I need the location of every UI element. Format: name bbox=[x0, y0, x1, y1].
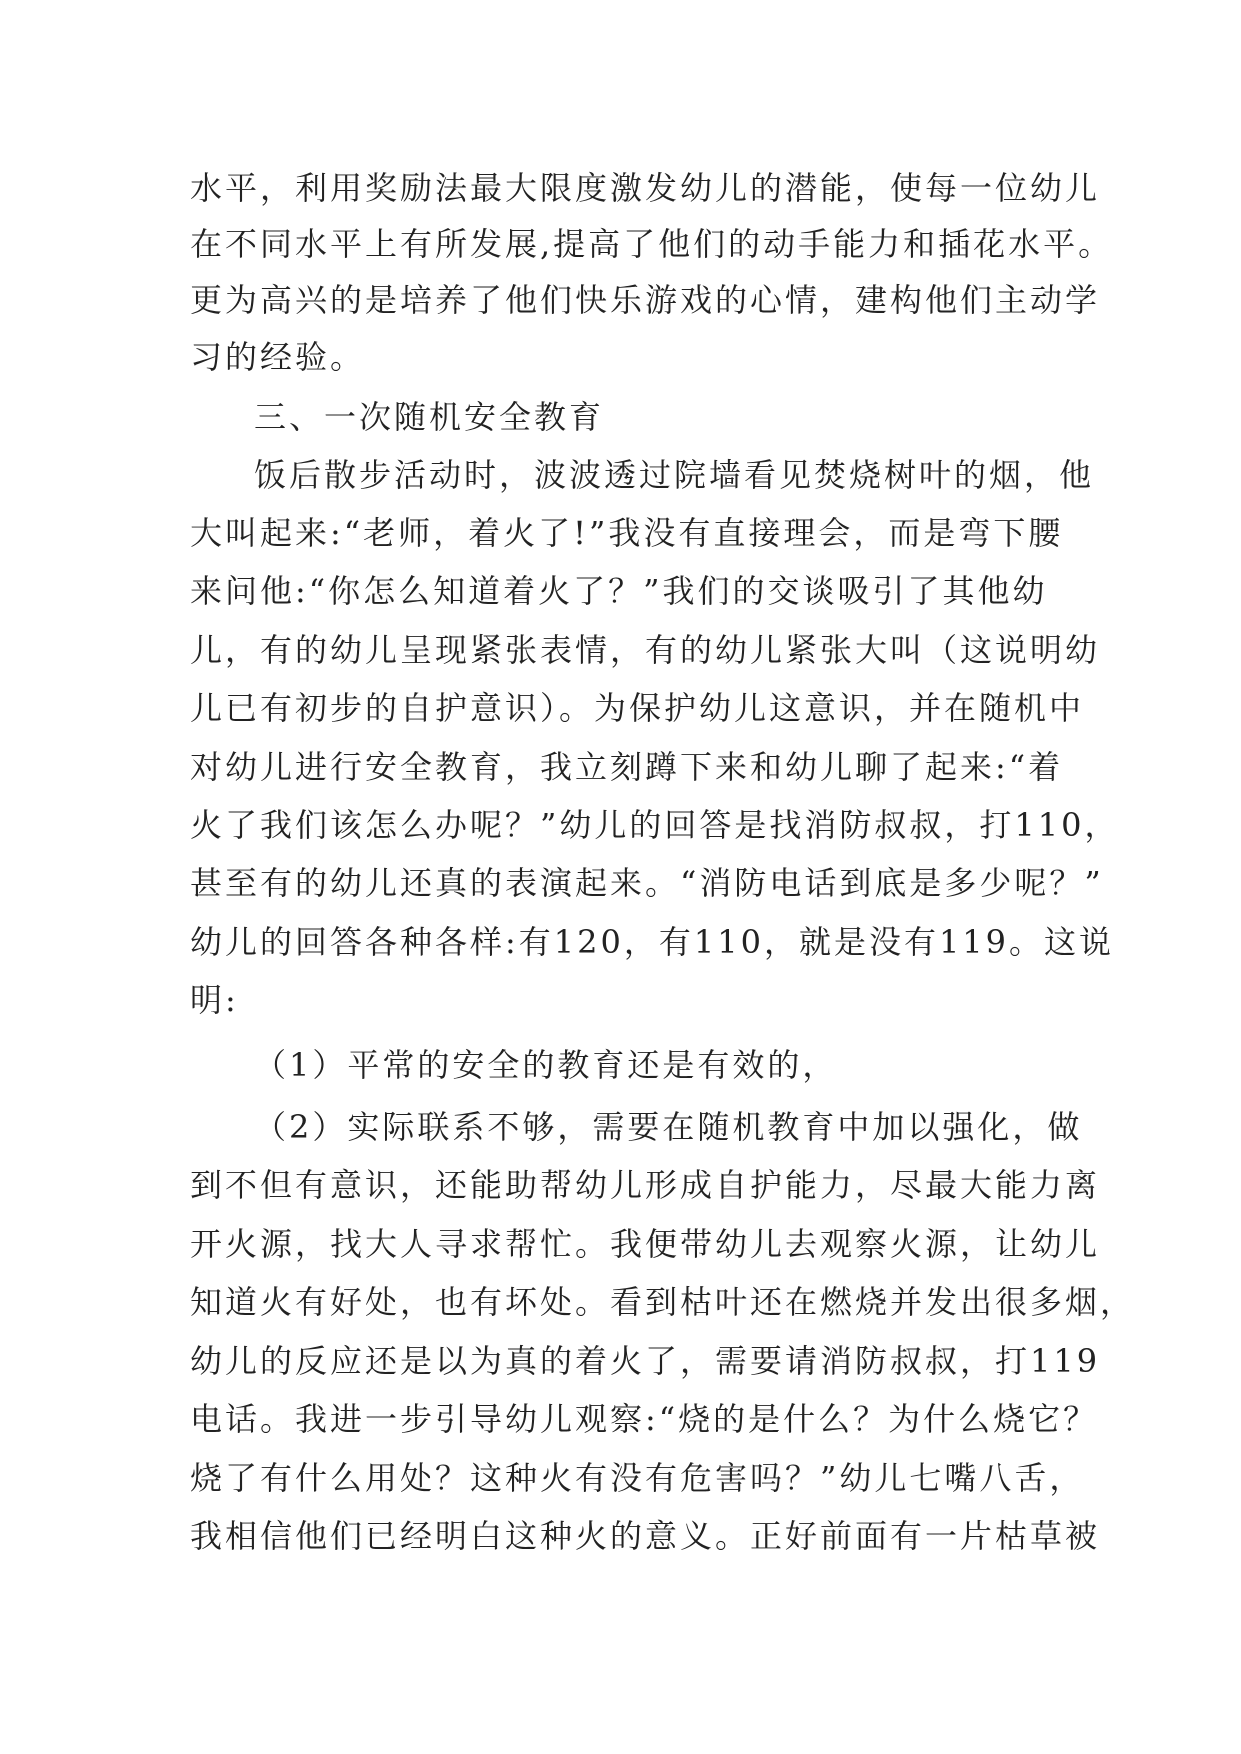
text-line: 甚至有的幼儿还真的表演起来。“消防电话到底是多少呢？” bbox=[190, 864, 1104, 902]
text-line: 明: bbox=[190, 981, 239, 1019]
text-line: 来问他:“你怎么知道着火了？”我们的交谈吸引了其他幼 bbox=[190, 572, 1048, 610]
text-line: 大叫起来:“老师，着火了!”我没有直接理会，而是弯下腰 bbox=[190, 514, 1064, 552]
text-line: 对幼儿进行安全教育，我立刻蹲下来和幼儿聊了起来:“着 bbox=[190, 748, 1064, 786]
list-item-2: （2）实际联系不够，需要在随机教育中加以强化，做 bbox=[254, 1108, 1083, 1146]
text-line: 我相信他们已经明白这种火的意义。正好前面有一片枯草被 bbox=[190, 1517, 1101, 1555]
list-item-1: （1）平常的安全的教育还是有效的， bbox=[254, 1046, 838, 1084]
text-line: 到不但有意识，还能助帮幼儿形成自护能力，尽最大能力离 bbox=[190, 1166, 1101, 1204]
text-line: 更为高兴的是培养了他们快乐游戏的心情，建构他们主动学 bbox=[190, 281, 1101, 319]
text-line: 电话。我进一步引导幼儿观察:“烧的是什么？为什么烧它？ bbox=[190, 1400, 1099, 1438]
text-line: 儿已有初步的自护意识）。为保护幼儿这意识，并在随机中 bbox=[190, 689, 1085, 727]
paragraph-start: 饭后散步活动时，波波透过院墙看见焚烧树叶的烟，他 bbox=[254, 456, 1095, 494]
text-line: 火了我们该怎么办呢？”幼儿的回答是找消防叔叔，打110， bbox=[190, 806, 1120, 844]
text-line: 幼儿的反应还是以为真的着火了，需要请消防叔叔，打119 bbox=[190, 1342, 1101, 1380]
text-line: 知道火有好处，也有坏处。看到枯叶还在燃烧并发出很多烟， bbox=[190, 1283, 1136, 1321]
text-line: 在不同水平上有所发展,提高了他们的动手能力和插花水平。 bbox=[190, 225, 1114, 263]
text-line: 习的经验。 bbox=[190, 338, 366, 376]
text-line: 烧了有什么用处？这种火有没有危害吗？”幼儿七嘴八舌， bbox=[190, 1459, 1085, 1497]
text-line: 儿，有的幼儿呈现紧张表情，有的幼儿紧张大叫（这说明幼 bbox=[190, 631, 1101, 669]
section-heading: 三、一次随机安全教育 bbox=[254, 398, 605, 436]
text-line: 开火源，找大人寻求帮忙。我便带幼儿去观察火源，让幼儿 bbox=[190, 1225, 1101, 1263]
text-line: 幼儿的回答各种各样:有120，有110，就是没有119。这说 bbox=[190, 923, 1115, 961]
text-line: 水平，利用奖励法最大限度激发幼儿的潜能，使每一位幼儿 bbox=[190, 169, 1101, 207]
